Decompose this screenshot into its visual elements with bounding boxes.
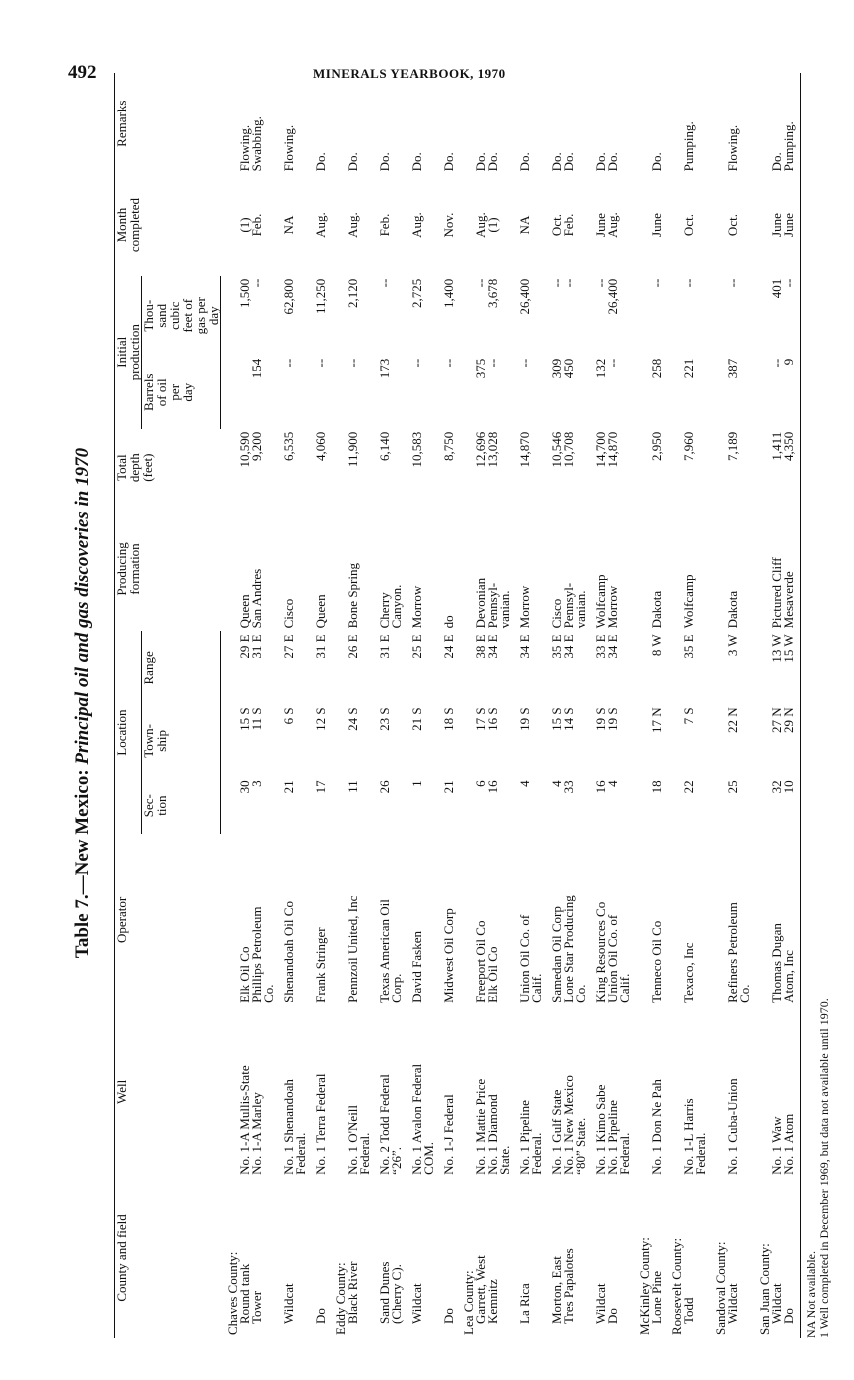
cell-formation: Cisco	[281, 598, 296, 629]
county-header-row	[631, 73, 651, 1338]
cell-oil: 309	[549, 358, 564, 379]
cell-operator: Midwest Oil Corp	[441, 908, 456, 1003]
cell-month: Aug.	[345, 212, 360, 238]
cell-section: 6	[473, 780, 488, 787]
cell-range: 3 W	[725, 634, 740, 657]
cell-month: (1)	[237, 217, 252, 233]
cell-township: 11 S	[249, 707, 264, 731]
table-row	[607, 73, 631, 1338]
cell-well: No. 1 Shenandoah Federal.	[281, 1079, 308, 1175]
cell-depth: 8,750	[441, 431, 456, 462]
cell-section: 17	[313, 780, 328, 794]
cell-township: 16 S	[485, 707, 500, 731]
cell-remarks: Do.	[345, 152, 360, 172]
cell-depth: 4,350	[783, 429, 801, 507]
county-name: McKinley County:	[637, 1237, 652, 1335]
cell-depth: 6,535	[281, 431, 296, 462]
cell-formation: San Andres	[249, 568, 264, 629]
col-county-field: County and field	[115, 1178, 221, 1338]
county-header-row	[455, 73, 475, 1338]
cell-operator: Union Oil Co. of Calif.	[517, 914, 544, 1003]
table-row	[275, 73, 307, 1338]
cell-month: NA	[281, 215, 296, 235]
cell-gas: 11,250	[313, 278, 328, 314]
table-row	[543, 73, 563, 1338]
cell-remarks: Flowing.	[281, 124, 296, 172]
table-row	[307, 73, 327, 1338]
cell-range: 25 E	[409, 634, 424, 659]
cell-operator: Freeport Oil Co	[473, 920, 488, 1003]
cell-well: No. 1-A Marley	[249, 1092, 264, 1175]
table-row	[683, 73, 707, 1338]
cell-oil: 221	[681, 358, 696, 379]
col-section: Sec- tion	[142, 777, 221, 834]
cell-remarks: Do.	[769, 152, 784, 172]
cell-oil: --	[605, 358, 620, 368]
cell-section: 16	[593, 780, 608, 794]
cell-field: Wildcat	[593, 1283, 608, 1324]
cell-well: No. 1 Don Ne Pah	[649, 1079, 664, 1175]
cell-township: 22 N	[725, 707, 740, 734]
cell-range: 34 E	[485, 634, 500, 659]
cell-month: Feb.	[377, 213, 392, 237]
table-title-prefix: Table 7.—New Mexico:	[72, 769, 93, 959]
cell-remarks: Pumping.	[681, 121, 696, 172]
cell-gas: --	[377, 278, 392, 288]
cell-oil: 375	[473, 358, 488, 379]
table-row	[487, 73, 511, 1338]
cell-well: No. 1 Pipeline Federal.	[517, 1100, 544, 1175]
cell-well: No. 1 Pipeline Federal.	[605, 1100, 632, 1175]
cell-section: 32	[769, 780, 784, 794]
cell-oil: 173	[377, 358, 392, 379]
table-row	[251, 73, 275, 1338]
cell-formation: Mesaverde	[783, 507, 801, 632]
table-row	[587, 73, 607, 1338]
county-name: San Juan County:	[757, 1243, 772, 1335]
cell-depth: 4,060	[313, 431, 328, 462]
cell-month: June	[783, 174, 801, 275]
cell-operator: Thomas Dugan	[769, 923, 784, 1003]
cell-township: 6 S	[281, 707, 296, 725]
cell-range: 13 W	[769, 634, 784, 663]
cell-depth: 10,583	[409, 431, 424, 468]
cell-depth: 12,696	[473, 431, 488, 468]
cell-formation: Morrow	[409, 585, 424, 629]
cell-field: Do	[313, 1308, 328, 1324]
cell-oil: 450	[561, 358, 576, 379]
col-depth: Total depth (feet)	[115, 429, 221, 507]
cell-month: Aug.	[473, 212, 488, 238]
cell-section: 16	[485, 780, 500, 794]
cell-gas: --	[681, 278, 696, 288]
cell-depth: 10,546	[549, 431, 564, 468]
cell-well: No. 1 Gulf State	[549, 1089, 564, 1175]
cell-remarks: Do.	[605, 152, 620, 172]
county-header-row	[707, 73, 727, 1338]
cell-section: 30	[237, 780, 252, 794]
cell-month: June	[769, 213, 784, 237]
cell-remarks: Do.	[593, 152, 608, 172]
cell-range: 27 E	[281, 634, 296, 659]
cell-field: Do	[441, 1308, 456, 1324]
table-body	[221, 73, 801, 1338]
table-row	[435, 73, 455, 1338]
cell-township: 21 S	[409, 707, 424, 731]
cell-range: 34 E	[517, 634, 532, 659]
cell-formation: Pennsyl- vanian.	[485, 582, 512, 629]
cell-formation: do	[441, 615, 456, 629]
cell-well: No. 1 New Mexico “80” State.	[561, 1075, 588, 1175]
cell-township: 17 S	[473, 707, 488, 731]
cell-oil: --	[441, 358, 456, 368]
cell-well: No. 1 Waw	[769, 1116, 784, 1175]
col-township: Town- ship	[142, 704, 221, 777]
cell-section: 4	[549, 780, 564, 787]
cell-section: 4	[605, 780, 620, 787]
cell-oil: --	[517, 358, 532, 368]
col-well: Well	[115, 1006, 221, 1178]
cell-section: 21	[281, 780, 296, 794]
col-month: Month completed	[115, 174, 221, 275]
cell-township: 15 S	[549, 707, 564, 731]
cell-operator: Lone Star Producing Co.	[561, 895, 588, 1003]
cell-field: Lone Pine	[649, 1270, 664, 1324]
cell-section: 3	[249, 780, 264, 787]
cell-remarks: Do.	[473, 152, 488, 172]
cell-section: 22	[681, 780, 696, 794]
cell-township: 19 S	[605, 707, 620, 731]
cell-formation: Wolfcamp	[681, 574, 696, 629]
cell-depth: 7,189	[725, 431, 740, 462]
cell-range: 24 E	[441, 634, 456, 659]
cell-range: 31 E	[249, 634, 264, 659]
cell-formation: Pennsyl- vanian.	[561, 582, 588, 629]
county-header-row	[663, 73, 683, 1338]
cell-oil: --	[409, 358, 424, 368]
cell-remarks: Do.	[649, 152, 664, 172]
cell-oil: --	[485, 358, 500, 368]
cell-well: No. 1 Mattie Price	[473, 1078, 488, 1175]
county-name: Lea County:	[461, 1270, 476, 1335]
table-row	[783, 73, 801, 1338]
page-number: 492	[68, 62, 97, 83]
cell-range: 31 E	[313, 634, 328, 659]
cell-operator: Refiners Petroleum Co.	[725, 902, 752, 1003]
cell-range: 34 E	[605, 634, 620, 659]
cell-remarks: Flowing.	[237, 124, 252, 172]
table-row	[563, 73, 587, 1338]
cell-month: Oct.	[681, 214, 696, 237]
col-barrels: Barrels of oil per day	[142, 356, 221, 429]
cell-field: Morton, East	[549, 1256, 564, 1324]
cell-section: 18	[649, 780, 664, 794]
cell-township: 29 N	[783, 704, 801, 777]
cell-operator: Texas American Oil Corp.	[377, 899, 404, 1003]
cell-oil: 258	[649, 358, 664, 379]
cell-section: 1	[409, 780, 424, 787]
cell-oil: --	[769, 358, 784, 368]
cell-depth: 7,960	[681, 431, 696, 462]
cell-month: Oct.	[725, 214, 740, 237]
county-header-row	[751, 73, 771, 1338]
cell-depth: 6,140	[377, 431, 392, 462]
cell-well: No. 1-L Harris Federal.	[681, 1098, 708, 1175]
cell-month: Nov.	[441, 212, 456, 238]
cell-formation: Cherry Canyon.	[377, 584, 404, 629]
rotated-table-block	[70, 68, 840, 1338]
cell-remarks: Pumping.	[783, 73, 801, 174]
cell-township: 19 S	[517, 707, 532, 731]
cell-remarks: Do.	[485, 152, 500, 172]
cell-formation: Queen	[237, 594, 252, 629]
cell-field: Do	[783, 1178, 801, 1338]
cell-well: No. 1 Kimo Sabe	[593, 1084, 608, 1175]
cell-operator: King Resources Co	[593, 901, 608, 1003]
cell-formation: Morrow	[517, 585, 532, 629]
cell-depth: 14,870	[605, 431, 620, 468]
cell-operator: Phillips Petroleum Co.	[249, 906, 276, 1003]
cell-field: Wildcat	[281, 1283, 296, 1324]
cell-township: 27 N	[769, 707, 784, 734]
cell-oil: --	[313, 358, 328, 368]
cell-township: 24 S	[345, 707, 360, 731]
cell-well: No. 1 Atom	[783, 1006, 801, 1178]
cell-gas: --	[549, 278, 564, 288]
cell-depth: 13,028	[485, 431, 500, 468]
cell-section: 11	[345, 780, 360, 793]
county-header-row	[327, 73, 347, 1338]
table-row	[403, 73, 435, 1338]
cell-operator: Atom, Inc	[783, 834, 801, 1006]
cell-section: 10	[783, 777, 801, 834]
cell-range: 8 W	[649, 634, 664, 657]
table-row	[371, 73, 403, 1338]
table-row	[727, 73, 751, 1338]
cell-field: La Rica	[517, 1283, 532, 1324]
cell-gas: --	[649, 278, 664, 288]
cell-section: 33	[561, 780, 576, 794]
county-name: Eddy County:	[333, 1262, 348, 1335]
cell-remarks: Do.	[561, 152, 576, 172]
cell-month: Oct.	[549, 214, 564, 237]
county-name: Sandoval County:	[713, 1241, 728, 1335]
cell-gas: 62,800	[281, 278, 296, 315]
cell-gas: --	[473, 278, 488, 288]
cell-range: 33 E	[593, 634, 608, 659]
cell-month: (1)	[485, 217, 500, 233]
cell-township: 17 N	[649, 707, 664, 734]
cell-gas: 1,500	[237, 278, 252, 308]
cell-gas: 3,678	[485, 278, 500, 308]
county-name: Roosevelt County:	[669, 1237, 684, 1335]
running-head: MINERALS YEARBOOK, 1970	[313, 66, 506, 81]
col-range: Range	[142, 631, 221, 704]
cell-depth: 14,700	[593, 431, 608, 468]
cell-operator: Elk Oil Co	[485, 946, 500, 1003]
cell-gas: --	[593, 278, 608, 288]
cell-gas: 2,725	[409, 278, 424, 308]
col-operator: Operator	[115, 834, 221, 1006]
col-remarks: Remarks	[115, 73, 221, 174]
cell-well: No. 1 Cuba-Union	[725, 1078, 740, 1175]
cell-range: 29 E	[237, 634, 252, 659]
cell-formation: Bone Spring	[345, 562, 360, 629]
cell-depth: 10,708	[561, 431, 576, 468]
table-row	[347, 73, 371, 1338]
cell-depth: 9,200	[249, 431, 264, 462]
cell-month: June	[593, 213, 608, 237]
cell-oil: 387	[725, 358, 740, 379]
cell-oil: 132	[593, 358, 608, 379]
cell-range: 38 E	[473, 634, 488, 659]
cell-gas: --	[725, 278, 740, 288]
cell-township: 19 S	[593, 707, 608, 731]
cell-operator: Shenandoah Oil Co	[281, 901, 296, 1003]
table-row	[511, 73, 543, 1338]
cell-gas: 26,400	[605, 278, 620, 315]
cell-field: Sand Dunes (Cherry C).	[377, 1261, 404, 1324]
cell-oil: --	[281, 358, 296, 368]
cell-range: 35 E	[681, 634, 696, 659]
cell-remarks: Flowing.	[725, 124, 740, 172]
cell-month: Feb.	[561, 213, 576, 237]
cell-operator: Union Oil Co. of Calif.	[605, 914, 632, 1003]
col-location: Location	[115, 631, 142, 834]
cell-gas: 26,400	[517, 278, 532, 315]
cell-section: 4	[517, 780, 532, 787]
cell-field: Round tank	[237, 1263, 252, 1324]
cell-remarks: Swabbing.	[249, 116, 264, 172]
cell-operator: Texaco, Inc	[681, 942, 696, 1003]
cell-section: 21	[441, 780, 456, 794]
cell-formation: Dakota	[725, 590, 740, 629]
cell-remarks: Do.	[549, 152, 564, 172]
cell-field: Wildcat	[409, 1283, 424, 1324]
county-name: Chaves County:	[225, 1251, 240, 1335]
cell-township: 15 S	[237, 707, 252, 731]
cell-township: 7 S	[681, 707, 696, 725]
footnote-1: 1 Well completed in December 1969, but data not available until 1970.	[817, 998, 831, 1338]
cell-gas: 1,400	[441, 278, 456, 308]
cell-township: 18 S	[441, 707, 456, 731]
col-initial-production: Initial production	[115, 276, 142, 429]
table-title	[72, 68, 94, 1338]
cell-operator: David Fasken	[409, 931, 424, 1003]
cell-field: Kemnitz	[485, 1279, 500, 1324]
cell-range: 31 E	[377, 634, 392, 659]
cell-field: Do	[605, 1308, 620, 1324]
cell-remarks: Do.	[517, 152, 532, 172]
cell-remarks: Do.	[441, 152, 456, 172]
cell-operator: Frank Stringer	[313, 927, 328, 1003]
cell-remarks: Do.	[409, 152, 424, 172]
cell-operator: Tenneco Oil Co	[649, 920, 664, 1003]
cell-month: Aug.	[605, 212, 620, 238]
cell-month: Aug.	[409, 212, 424, 238]
cell-month: June	[649, 213, 664, 237]
cell-field: Tres Papalotes	[561, 1248, 576, 1324]
cell-well: No. 1-A Mullis-State	[237, 1065, 252, 1175]
cell-operator: Pennzoil United, Inc	[345, 895, 360, 1003]
cell-township: 14 S	[561, 707, 576, 731]
cell-gas: 401	[769, 278, 784, 299]
discoveries-table	[114, 73, 801, 1338]
cell-range: 15 W	[783, 631, 801, 704]
cell-gas: --	[561, 278, 576, 288]
col-formation: Producing formation	[115, 507, 221, 632]
cell-field: Black River	[345, 1261, 360, 1324]
cell-range: 34 E	[561, 634, 576, 659]
cell-gas: 2,120	[345, 278, 360, 308]
cell-well: No. 1 Avalon Federal COM.	[409, 1063, 436, 1175]
cell-month: Aug.	[313, 212, 328, 238]
cell-gas: --	[783, 276, 801, 356]
cell-depth: 1,411	[769, 431, 784, 461]
cell-formation: Wolfcamp	[593, 574, 608, 629]
cell-oil: 154	[249, 358, 264, 379]
col-gas: Thou- sand cubic feet of gas per day	[142, 276, 221, 356]
cell-well: No. 1 O'Neill Federal.	[345, 1104, 372, 1175]
cell-gas: --	[249, 278, 264, 288]
table-row	[651, 73, 663, 1338]
cell-month: Feb.	[249, 213, 264, 237]
cell-oil: 9	[783, 356, 801, 429]
cell-depth: 11,900	[345, 431, 360, 468]
cell-depth: 14,870	[517, 431, 532, 468]
cell-operator: Samedan Oil Corp	[549, 906, 564, 1003]
table-title-subject: Principal oil and gas discoveries in 1970	[72, 447, 93, 765]
cell-field: Todd	[681, 1297, 696, 1324]
cell-remarks: Do.	[377, 152, 392, 172]
cell-section: 26	[377, 780, 392, 794]
cell-well: No. 1 Diamond State.	[485, 1094, 512, 1175]
cell-oil: --	[345, 358, 360, 368]
cell-township: 23 S	[377, 707, 392, 731]
cell-range: 35 E	[549, 634, 564, 659]
cell-month: NA	[517, 215, 532, 235]
cell-field: Garrett, West	[473, 1255, 488, 1324]
footnote-na: NA Not available.	[804, 1251, 818, 1338]
footnotes	[805, 998, 831, 1338]
cell-depth: 10,590	[237, 431, 252, 468]
cell-township: 12 S	[313, 707, 328, 731]
cell-remarks: Do.	[313, 152, 328, 172]
cell-operator: Elk Oil Co	[237, 946, 252, 1003]
cell-formation: Devonian	[473, 577, 488, 629]
cell-field: Tower	[249, 1290, 264, 1324]
cell-depth: 2,950	[649, 431, 664, 462]
cell-formation: Dakota	[649, 590, 664, 629]
cell-well: No. 1 Terra Federal	[313, 1073, 328, 1175]
cell-formation: Queen	[313, 594, 328, 629]
cell-formation: Morrow	[605, 585, 620, 629]
cell-well: No. 2 Todd Federal “26”.	[377, 1074, 404, 1175]
cell-range: 26 E	[345, 634, 360, 659]
cell-formation: Cisco	[549, 598, 564, 629]
cell-field: Wildcat	[769, 1283, 784, 1324]
cell-formation: Pictured Cliff	[769, 557, 784, 629]
cell-field: Wildcat	[725, 1283, 740, 1324]
cell-well: No. 1-J Federal	[441, 1094, 456, 1175]
cell-section: 25	[725, 780, 740, 794]
